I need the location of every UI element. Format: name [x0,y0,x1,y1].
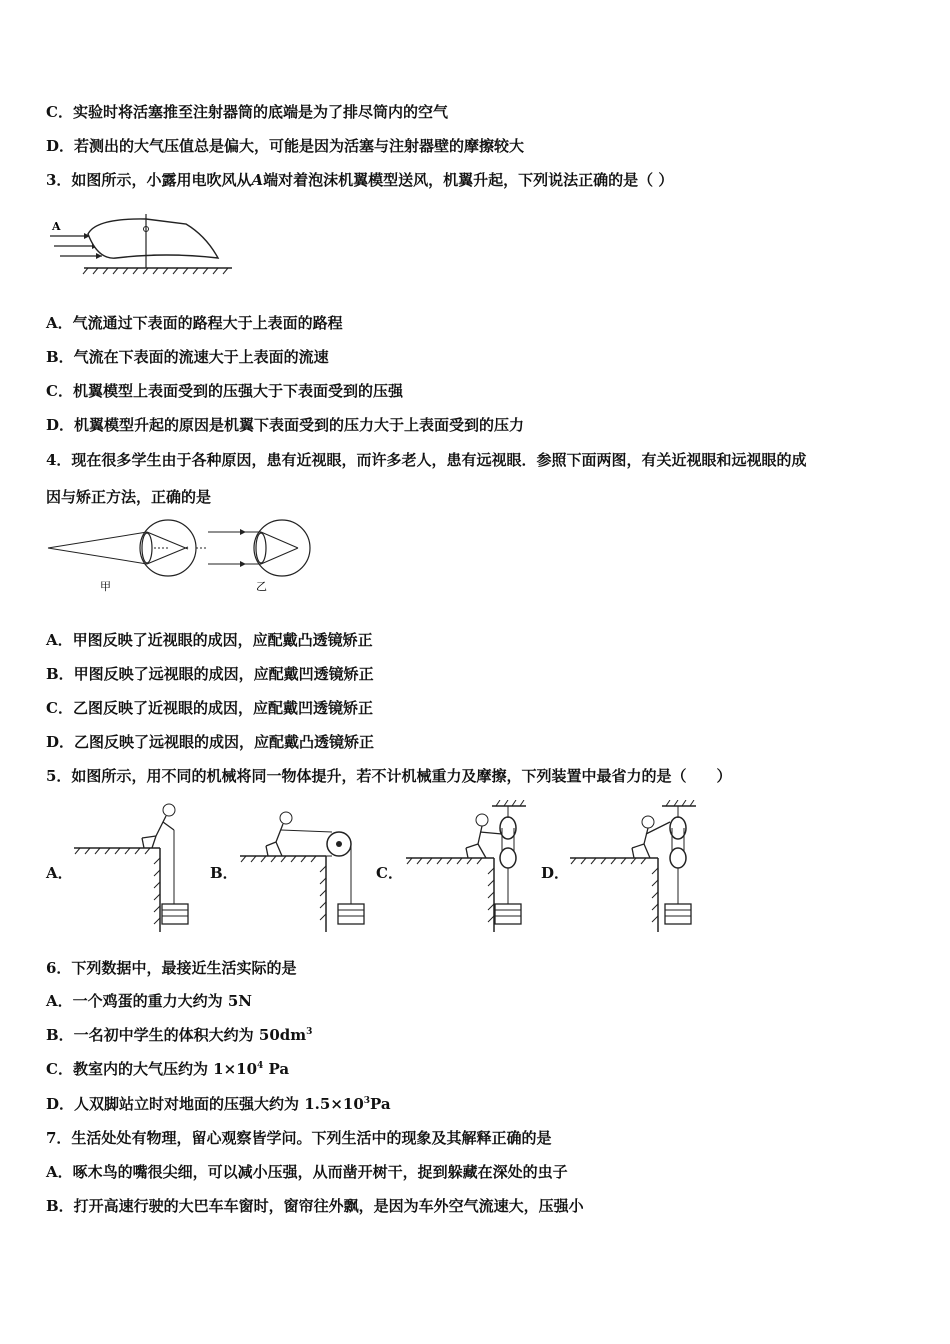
q7-option-b: B．打开高速行驶的大巴车车窗时，窗帘往外飘，是因为车外空气流速大，压强小 [46,1197,584,1215]
q3-option-b: B．气流在下表面的流速大于上表面的流速 [46,348,329,366]
q6-stem: 6．下列数据中，最接近生活实际的是 [46,959,297,977]
q4-option-c: C．乙图反映了近视眼的成因，应配戴凹透镜矫正 [46,699,373,717]
q6-option-a: A．一个鸡蛋的重力大约为 5N [46,992,253,1010]
q4-option-a: A．甲图反映了近视眼的成因，应配戴凸透镜矫正 [46,631,373,649]
q4-stem-line1: 4．现在很多学生由于各种原因，患有近视眼，而许多老人，患有远视眼．参照下面两图，有关近视眼和远视眼的成 [46,451,807,469]
q6-option-c-exponent: 4 [257,1061,264,1071]
q7-stem: 7．生活处处有物理，留心观察皆学问。下列生活中的现象及其解释正确的是 [46,1129,552,1147]
q2-option-c: C．实验时将活塞推至注射器筒的底端是为了排尽筒内的空气 [46,103,448,121]
q6-option-d-unit: Pa [370,1095,391,1113]
q6-option-d-exponent: 3 [363,1096,371,1106]
wing-model-figure [46,210,236,280]
q6-option-c-unit: Pa [263,1060,290,1078]
q7-option-a: A．啄木鸟的嘴很尖细，可以减小压强，从而凿开树干，捉到躲藏在深处的虫子 [46,1163,568,1181]
q5-label-d: D． [541,864,570,882]
q5-label-c: C． [376,864,403,882]
q3-stem-var: A [251,171,264,189]
lifting-device-d [566,800,701,935]
q6-option-c [46,1059,289,1079]
lifting-device-c [402,800,537,935]
q5-label-b: B． [210,864,238,882]
q6-option-c-text: C．教室内的大气压约为 1×10 [46,1060,258,1078]
q2-option-d: D．若测出的大气压值总是偏大，可能是因为活塞与注射器壁的摩擦较大 [46,137,525,155]
eye-figure-1-label: 甲 [100,580,111,593]
q3-stem-post: 端对着泡沫机翼模型送风，机翼升起，下列说法正确的是（ ） [263,171,674,189]
lifting-device-b [236,800,371,935]
q6-option-d-text: D．人双脚站立时对地面的压强大约为 1.5×10 [46,1095,364,1113]
q6-option-b-exponent: 3 [306,1027,313,1037]
q3-option-d: D．机翼模型升起的原因是机翼下表面受到的压力大于上表面受到的压力 [46,416,525,434]
q3-option-a: A．气流通过下表面的路程大于上表面的路程 [46,314,343,332]
q3-option-c: C．机翼模型上表面受到的压强大于下表面受到的压强 [46,382,403,400]
q5-label-a: A． [46,864,73,882]
q6-option-b-text: B．一名初中学生的体积大约为 50dm [46,1026,307,1044]
eye-figure-2-label: 乙 [256,580,267,593]
eye-diagrams-figure [46,518,316,596]
q6-option-d [46,1094,391,1114]
q4-stem-line2: 因与矫正方法，正确的是 [46,488,212,506]
q4-option-b: B．甲图反映了远视眼的成因，应配戴凹透镜矫正 [46,665,374,683]
q5-stem: 5．如图所示，用不同的机械将同一物体提升，若不计机械重力及摩擦，下列装置中最省力的是（ ） [46,767,732,785]
q6-option-b [46,1025,312,1045]
lifting-device-a [70,800,205,935]
q3-stem-pre: 3．如图所示，小露用电吹风从 [46,171,252,189]
q4-option-d: D．乙图反映了远视眼的成因，应配戴凸透镜矫正 [46,733,375,751]
q3-stem [46,170,673,190]
wing-figure-label: A [52,220,61,233]
